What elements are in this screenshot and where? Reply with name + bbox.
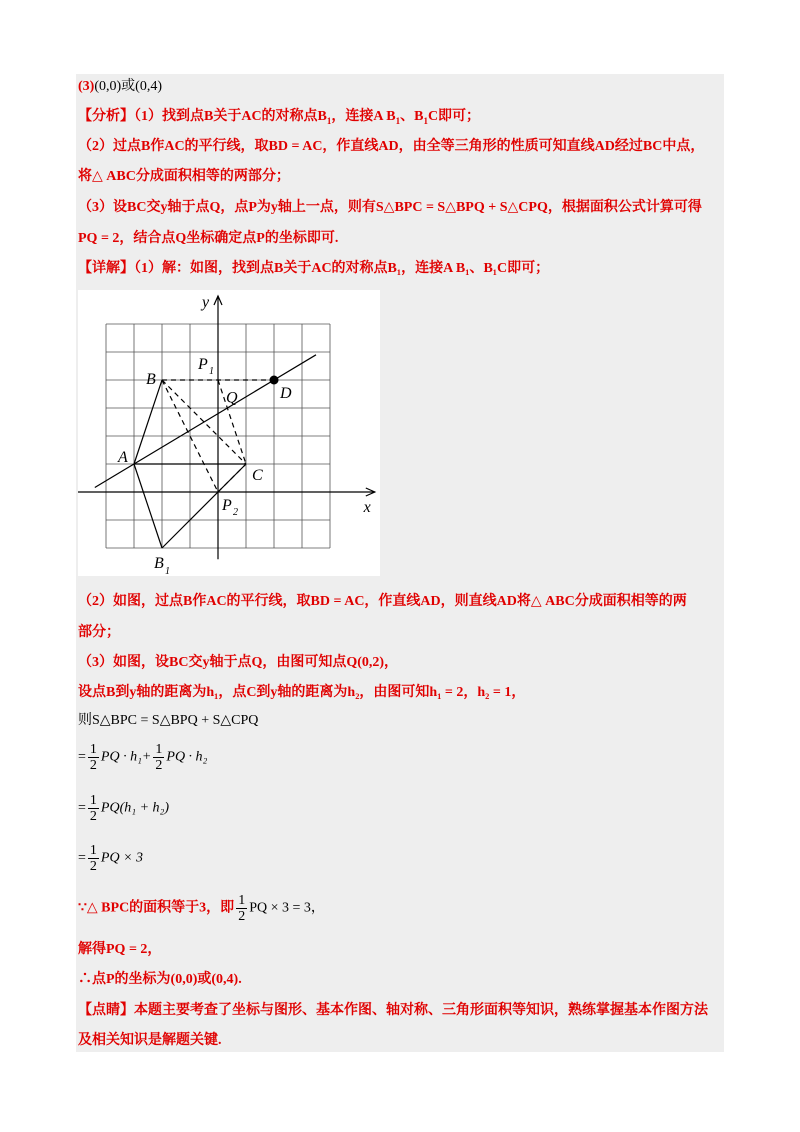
label-y-axis: y — [202, 294, 210, 312]
fraction-half: $\frac{1}{2}$ — [238, 893, 246, 924]
line-step-2: = $\frac{1}{2}$ PQ(h₁ + h₂) — [78, 793, 170, 824]
line-ad — [95, 355, 316, 488]
label-a: A — [118, 449, 128, 466]
line-solve: 解得PQ = 2， — [78, 942, 162, 957]
line-analysis-1: 【分析】（1）找到点B关于AC的对称点$B_1$，连接A $B_1$、$B_1C$即可； — [78, 109, 481, 126]
line-step-3: = $\frac{1}{2}$ PQ × 3 — [78, 843, 144, 874]
line-comment-2: 及相关知识是解题关键. — [78, 1033, 222, 1048]
segment-ab — [134, 380, 162, 464]
line-detail-3b: 设点B到y轴的距离为h₁，点C到y轴的距离为h₂，由图可知h₁ = 2，h₂ = 1， — [78, 685, 526, 700]
line-analysis-2: （2）过点B作AC的平行线，取BD = AC，作直线AD，由全等三角形的性质可知直线AD经过BC中点， — [78, 139, 705, 154]
line-analysis-3b: PQ = 2，结合点Q坐标确定点P的坐标即可. — [78, 231, 339, 246]
fraction-half: $\frac{1}{2}$ — [155, 742, 163, 773]
line-part3-answer: (3)(0,0)或(0,4) — [78, 79, 162, 94]
label-b: B — [146, 371, 156, 388]
label-q: Q — [226, 389, 238, 407]
coordinate-figure — [78, 290, 380, 576]
line-detail-2b: 部分； — [78, 625, 120, 640]
line-because: ∵△ BPC的面积等于3，即 $\frac{1}{2}$ PQ × 3 = 3， — [78, 893, 325, 924]
line-step-1: = $\frac{1}{2}$ PQ · h₁+ $\frac{1}{2}$ PQ · h₂ — [78, 742, 208, 773]
fraction-half: $\frac{1}{2}$ — [89, 742, 97, 773]
label-b1-sub: 1 — [165, 566, 170, 576]
line-analysis-3: （3）设BC交y轴于点Q，点P为y轴上一点，则有S△BPC = S△BPQ + S△CPQ，根据面积公式计算可得 — [78, 200, 702, 215]
line-comment-1: 【点睛】本题主要考查了坐标与图形、基本作图、轴对称、三角形面积等知识，熟练掌握基本作图方法 — [78, 1003, 708, 1018]
line-analysis-2b: 将△ ABC分成面积相等的两部分； — [78, 169, 290, 184]
line-area-eq: 则S△BPC = S△BPQ + S△CPQ — [78, 713, 259, 728]
label-b1: B — [154, 555, 164, 572]
fraction-half: $\frac{1}{2}$ — [89, 843, 97, 874]
label-p2-sub: 2 — [233, 507, 238, 518]
point-d-dot — [270, 376, 279, 385]
label-c: C — [252, 467, 263, 484]
line-detail-1: 【详解】（1）解：如图，找到点B关于AC的对称点B₁，连接A B₁、B₁C即可； — [78, 261, 550, 276]
label-x-axis: x — [363, 499, 371, 516]
label-p1: P — [198, 355, 208, 373]
label-p2: P — [222, 497, 232, 514]
segment-ab1 — [134, 464, 162, 548]
line-therefore: ∴点P的坐标为(0,0)或(0,4). — [78, 972, 242, 987]
fraction-half: $\frac{1}{2}$ — [89, 793, 97, 824]
line-detail-2: （2）如图，过点B作AC的平行线，取BD = AC，作直线AD，则直线AD将△ ABC分成面积相等的两 — [78, 594, 687, 609]
label-p1-sub: 1 — [209, 365, 214, 377]
line-detail-3: （3）如图，设BC交y轴于点Q，由图可知点Q(0,2)， — [78, 655, 399, 670]
label-d: D — [280, 385, 292, 402]
